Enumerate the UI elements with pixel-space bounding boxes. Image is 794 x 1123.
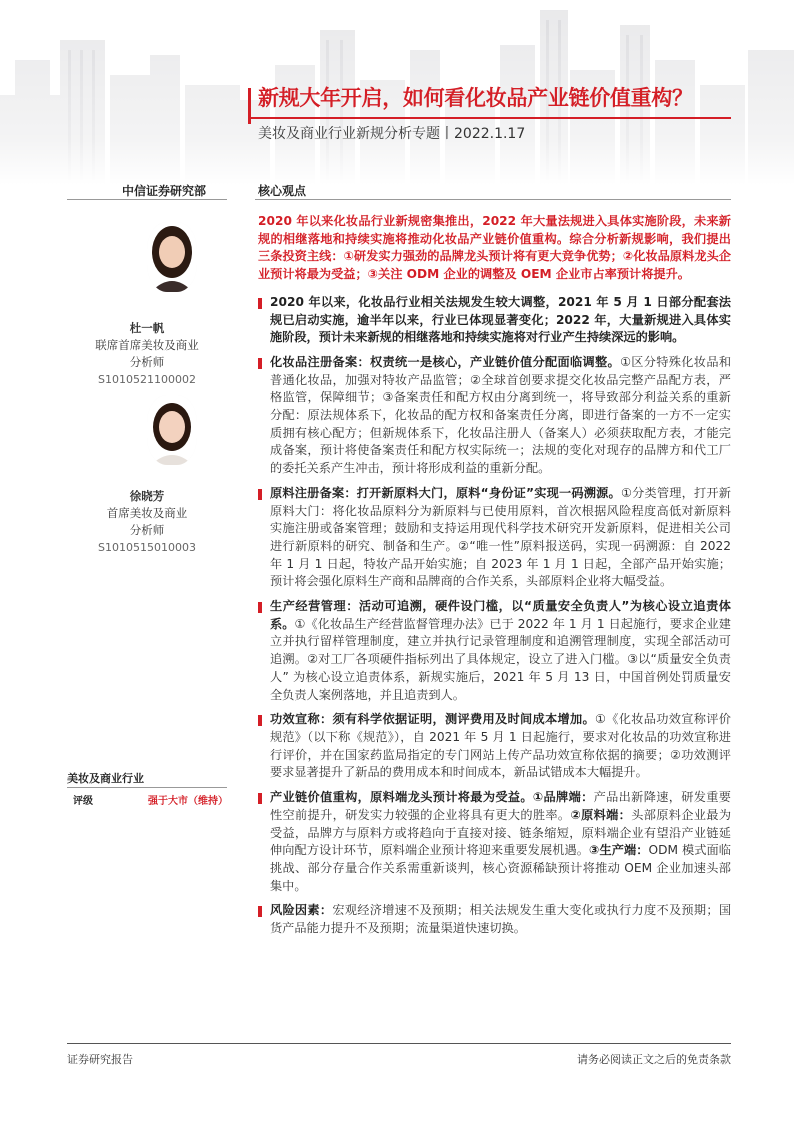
analyst-card-2 — [67, 488, 227, 556]
bullet-subheading: ②原料端： — [570, 807, 632, 822]
bullet-heading: 产业链价值重构，原料端龙头预计将最为受益。①品牌端： — [270, 790, 594, 805]
title-divider — [248, 117, 731, 119]
bullet-heading: 功效宣称：须有科学依据证明，测评费用及时间成本增加。 — [270, 712, 596, 727]
analyst-cert: S1010515010003 — [98, 541, 196, 554]
page-subtitle: 美妆及商业行业新规分析专题丨2022.1.17 — [258, 126, 526, 142]
sidebar-divider — [67, 199, 227, 200]
list-item — [258, 598, 731, 704]
analyst-photo-1 — [147, 222, 197, 292]
bullet-text: 宏观经济增速不及预期；相关法规发生重大变化或执行力度不及预期；国货产品能力提升不及预期；流量渠道快速切换。 — [270, 903, 732, 936]
bullet-heading: 生产经营管理：活动可追溯，硬件设门槛，以“质量安全负责人”为核心设立追责体系。 — [270, 599, 731, 631]
analyst-photo-2 — [147, 395, 197, 465]
main-divider — [255, 199, 731, 200]
department-label: 中信证券研究部 — [122, 184, 207, 198]
core-views — [258, 213, 731, 945]
bullet-heading: 原料注册备案：打开新原料大门，原料“身份证”实现一码溯源。 — [270, 485, 621, 500]
footer-divider — [67, 1043, 731, 1044]
bullet-text: ①区分特殊化妆品和普通化妆品，加强对特妆产品监管；②全球首创要求提交化妆品完整产品配方表，严格监管，保障细节；③备案责任和配方权由分离到统一，将导致部分利益关系的重新分配：原法规体系下，化妆品的配方权和备案责任分离，即进行备案的一方不一定实质拥有核心配方；但新规体系下，化妆品注册人（备案人）必须获取配方表，才能完成备案，预计将使备案责任和配方权实际统一；法规的变化对现存的品牌方和代工厂的委托关系产生冲击，预计将形成利益的重新分配。 — [270, 354, 732, 476]
bullet-text: 产品出新降速，研发重要性空前提升，研发实力较强的企业将具有更大的胜率。 — [270, 790, 731, 822]
bullet-text: ①《化妆品功效宣称评价规范》（以下称《规范》），自 2021 年 5 月 1 日起施行，要求对化妆品的功效宣称进行评价，并在国家药监局指定的专门网站上传产品功效宣称依据的摘要；②功效测评要求显著提升了新品的费用成本和时间成本，新品试错成本大幅提升。 — [270, 712, 731, 780]
analyst-cert: S1010521100002 — [98, 373, 196, 386]
person-icon — [147, 395, 197, 465]
bullet-heading: 2020 年以来，化妆品行业相关法规发生较大调整，2021 年 5 月 1 日部分配套法规已启动实施，逾半年以来，行业已体现显著变化；2022 年，大量新规进入具体实施阶段，预计未来新规的相继落地和持续实施将对行业产生持续深远的影响。 — [270, 294, 731, 345]
analyst-name: 徐晓芳 — [129, 489, 165, 503]
list-item — [258, 711, 731, 782]
person-icon — [147, 222, 197, 292]
analyst-card-1 — [67, 320, 227, 388]
bullet-text: 头部原料企业最为受益，品牌方与原料方或将趋向于直接对接、链条缩短，原料端企业有望沿产业链延伸向配方设计环节，原料端企业预计将迎来重要发展机遇。 — [270, 807, 732, 858]
bullet-text: ODM 模式面临挑战、部分存量合作关系需重新谈判，核心资源稀缺预计将推动 OEM 企业加速头部集中。 — [270, 843, 731, 893]
footer-report-type: 证券研究报告 — [67, 1053, 133, 1066]
bullet-subheading: ③生产端： — [589, 843, 649, 858]
analyst-title: 首席美妆及商业分析师 — [106, 506, 188, 537]
footer-disclaimer: 请务必阅读正文之后的免责条款 — [577, 1053, 731, 1066]
analyst-name: 杜一帆 — [129, 321, 165, 335]
page-title: 新规大年开启，如何看化妆品产业链价值重构？ — [258, 86, 693, 110]
sector-label: 美妆及商业行业 — [67, 772, 144, 785]
list-item — [258, 789, 731, 895]
sector-divider — [67, 787, 227, 788]
bullet-text: ①分类管理，打开新原料大门：将化妆品原料分为新原料与已使用原料，首次根据风险程度高低对新原料实施注册或备案管理；鼓励和支持运用现代科学技术研究开发新原料，促进相关公司进行新原料的研究、制备和生产。②“唯一性”原料报送码，实现一码溯源：自 2022 年 1 月 1 日起，特妆产品开始实施；自 2023 年 1 月 1 日起，全部产品开始实施；预计将会强化原料生产商和品牌商的合作关系，头部原料企业将大幅受益。 — [270, 485, 731, 589]
bullet-heading: 化妆品注册备案：权责统一是核心，产业链价值分配面临调整。 — [270, 354, 621, 369]
rating-value: 强于大市（维持） — [148, 796, 228, 807]
list-item — [258, 485, 731, 591]
bullet-text: ①《化妆品生产经营监督管理办法》已于 2022 年 1 月 1 日起施行，要求企业建立并执行留样管理制度，建立并执行记录管理制度和追溯管理制度，实现全部活动可追溯。②对工厂各项硬件指标列出了具体规定，设立了进入门槛。③以“质量安全负责人” 为核心设立追责体系，新规实施后，2021 年 5 月 13 日，中国首例处罚质量安全负责人案例落地，并且追责到人。 — [270, 616, 731, 702]
rating-label: 评级 — [73, 796, 93, 807]
list-item — [258, 294, 731, 347]
section-title: 核心观点 — [258, 184, 307, 198]
list-item — [258, 354, 731, 478]
analyst-title: 联席首席美妆及商业分析师 — [95, 338, 199, 369]
list-item — [258, 902, 731, 937]
bullet-heading: 风险因素： — [270, 903, 333, 918]
lead-paragraph: 2020 年以来化妆品行业新规密集推出，2022 年大量法规进入具体实施阶段，未来新规的相继落地和持续实施将推动化妆品产业链价值重构。综合分析新规影响，我们提出三条投资主线：①研发实力强劲的品牌龙头预计将有更大竞争优势；②化妆品原料龙头企业预计将最为受益；③关注 ODM 企业的调整及 OEM 企业市占率预计将提升。 — [258, 214, 731, 282]
